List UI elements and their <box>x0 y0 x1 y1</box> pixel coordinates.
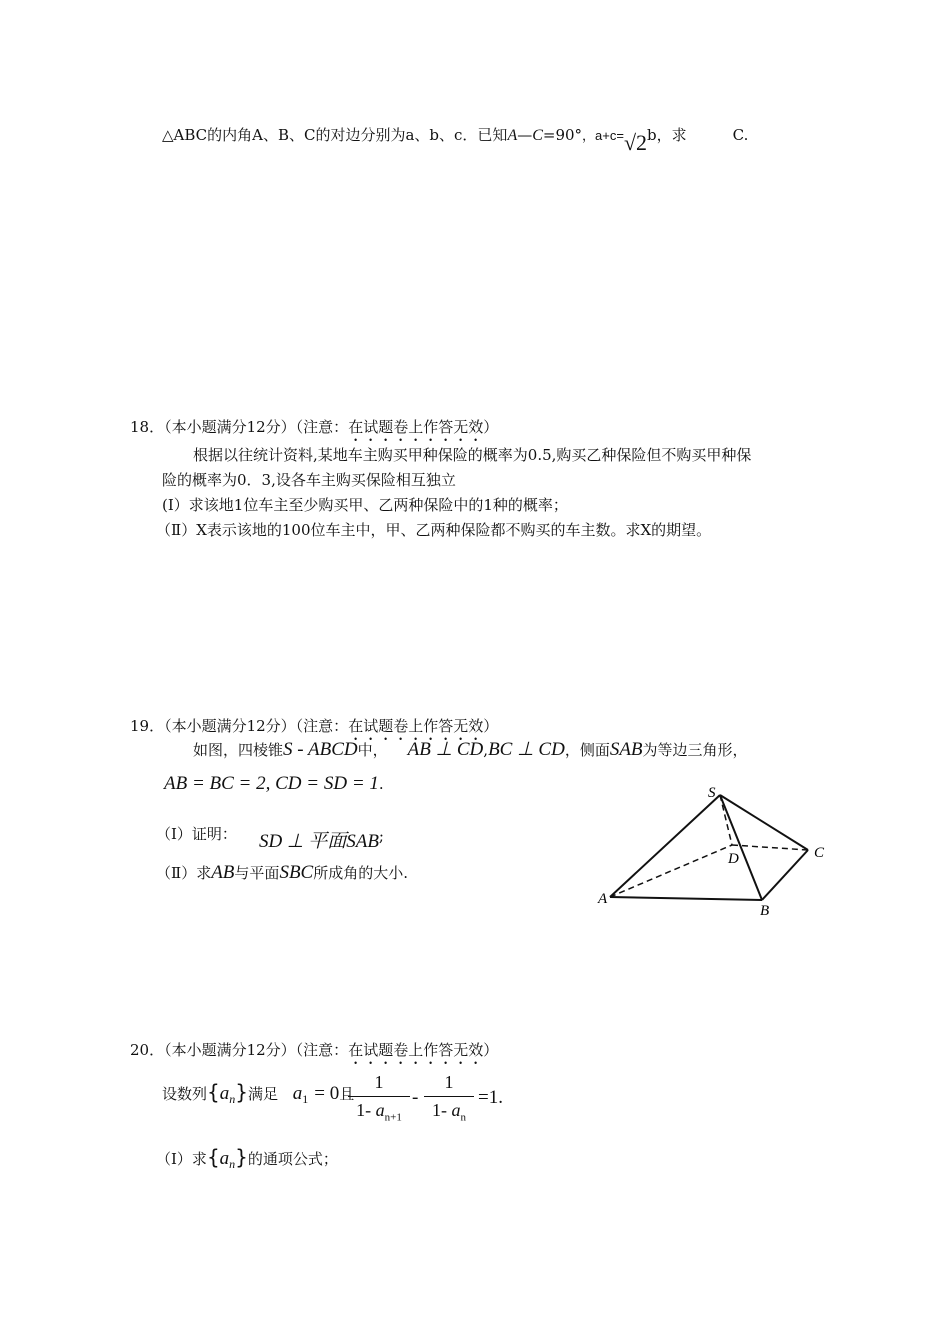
p20-f2-den-one: 1- <box>432 1100 452 1120</box>
edge-sb <box>720 795 762 900</box>
p19-given <box>164 773 384 795</box>
p20-equals-one: =1. <box>478 1087 503 1108</box>
edge-dc-hidden <box>732 845 808 850</box>
p19-given-end: . <box>378 775 384 793</box>
p17-text-a: △ABC的内角A、B、C的对边分别为a、b、c．已知 <box>162 126 508 144</box>
p20-fraction-2 <box>424 1072 474 1124</box>
p19-question-1 <box>156 818 384 852</box>
p20-fraction-1 <box>348 1072 410 1124</box>
p17-text-b: =90° <box>542 126 583 144</box>
problem-17-statement <box>162 120 749 155</box>
label-b: B <box>760 903 770 919</box>
p19-header-c: ） <box>483 717 499 735</box>
p20-header-emphasis: 在试题卷上作答无效 <box>348 1041 484 1059</box>
p19-comma: , <box>483 741 489 759</box>
p19-q2-a: （Ⅱ）求 <box>156 864 212 882</box>
p20-f2-bar <box>424 1096 474 1097</box>
p17-text-e: C. <box>732 126 749 144</box>
p18-question-2: （Ⅱ）X表示该地的100位车主中，甲、乙两种保险都不购买的车主数。求X的期望。 <box>156 521 712 539</box>
label-a: A <box>598 891 608 907</box>
p20-question-1 <box>156 1145 338 1172</box>
p20-f1-numerator: 1 <box>374 1072 384 1092</box>
p19-q2-sbc: SBC <box>279 862 314 883</box>
p19-header-a: 19．（本小题满分12分）（注意： <box>130 717 349 735</box>
p19-given-values: AB = BC = 2, CD = SD = 1 <box>164 773 379 794</box>
p18-header-a: 18．（本小题满分12分）（注意： <box>130 418 349 436</box>
p20-q1-brace-open: { <box>206 1145 220 1169</box>
p19-perp-1: AB ⊥ CD <box>407 739 484 760</box>
p19-intro-d: ，侧面 <box>564 741 610 759</box>
p19-q2-ab: AB <box>211 862 235 883</box>
p19-perp-2: BC ⊥ CD <box>488 739 565 760</box>
edge-sa <box>610 795 720 897</box>
p19-question-2 <box>156 862 408 884</box>
p20-text-b: 满足 <box>247 1085 278 1103</box>
p19-intro-a: 如图，四棱锥 <box>193 741 284 759</box>
p20-q1-var: a <box>219 1148 230 1169</box>
p20-f2-denominator <box>424 1100 474 1124</box>
p20-header-a: 20．（本小题满分12分）（注意： <box>130 1041 349 1059</box>
p17-dash: — <box>517 126 533 144</box>
p19-q1-end: ; <box>378 827 384 845</box>
p20-text-c: 且 <box>339 1085 355 1103</box>
p20-f1-bar <box>348 1096 410 1097</box>
p19-q1-math: SD ⊥ 平面SAB <box>258 831 379 852</box>
p20-f2-den-var: a <box>451 1100 461 1120</box>
problem-20-header <box>130 1039 498 1068</box>
problem-18-header <box>130 416 498 445</box>
p20-q1-b: 的通项公式； <box>247 1150 338 1168</box>
p20-definition <box>162 1080 354 1107</box>
p19-q2-c: 所成角的大小. <box>313 864 408 882</box>
p20-seq-brace-open: { <box>207 1080 220 1104</box>
label-d: D <box>728 851 739 867</box>
pyramid-figure <box>590 775 850 925</box>
p19-face: SAB <box>609 739 643 760</box>
p20-f1-den-var: a <box>375 1100 385 1120</box>
edge-bc <box>762 850 808 900</box>
p17-text-c: ，a+c= <box>582 128 624 143</box>
p20-text-a: 设数列 <box>162 1085 208 1103</box>
label-s: S <box>708 785 716 801</box>
p19-intro-e: 为等边三角形， <box>642 741 748 759</box>
p20-f1-den-one: 1- <box>356 1100 376 1120</box>
p20-q1-brace-close: } <box>235 1145 248 1169</box>
p20-a1-var: a <box>292 1083 303 1104</box>
p20-q1-a: （Ⅰ）求 <box>156 1150 207 1168</box>
p20-seq-var: a <box>219 1083 230 1104</box>
p20-a1-eq: = 0 <box>314 1083 340 1104</box>
p19-header-emphasis: 在试题卷上作答无效 <box>348 717 484 735</box>
edge-sc <box>720 795 808 850</box>
p20-header-c: ） <box>483 1041 499 1059</box>
p20-f2-den-sub: n <box>460 1111 466 1124</box>
edge-ad-hidden <box>610 845 732 897</box>
p20-seq-brace-close: } <box>235 1080 248 1104</box>
p20-minus: - <box>412 1087 419 1108</box>
label-c: C <box>814 845 825 861</box>
p17-angle-a: A <box>507 127 518 144</box>
p20-q1-sub: n <box>229 1157 236 1171</box>
p19-q2-b: 与平面 <box>234 864 280 882</box>
p20-f1-denominator <box>348 1100 410 1124</box>
p19-q1-a: （Ⅰ）证明： <box>156 825 237 843</box>
p17-angle-c: C <box>532 127 543 144</box>
p18-header-emphasis: 在试题卷上作答无效 <box>348 418 484 436</box>
p17-text-d: b，求 <box>647 126 687 144</box>
p20-f2-numerator: 1 <box>444 1072 454 1092</box>
p20-f1-den-sub: n+1 <box>384 1111 402 1124</box>
p18-body-line2: 险的概率为0．3,设各车主购买保险相互独立 <box>162 471 456 489</box>
p20-seq-sub: n <box>229 1092 236 1106</box>
p20-a1-sub: 1 <box>302 1092 309 1106</box>
p18-header-c: ） <box>483 418 499 436</box>
p18-question-1: (I）求该地1位车主至少购买甲、乙两种保险中的1种的概率； <box>162 496 568 514</box>
p18-body-line1: 根据以往统计资料,某地车主购买甲种保险的概率为0.5,购买乙种保险但不购买甲种保 <box>193 446 752 464</box>
p19-intro-b: 中， <box>357 741 388 759</box>
p19-intro <box>193 738 748 761</box>
sqrt-two: √2 <box>623 130 648 155</box>
p19-pyramid-name: S - ABCD <box>283 739 358 760</box>
edge-ab <box>610 897 762 900</box>
